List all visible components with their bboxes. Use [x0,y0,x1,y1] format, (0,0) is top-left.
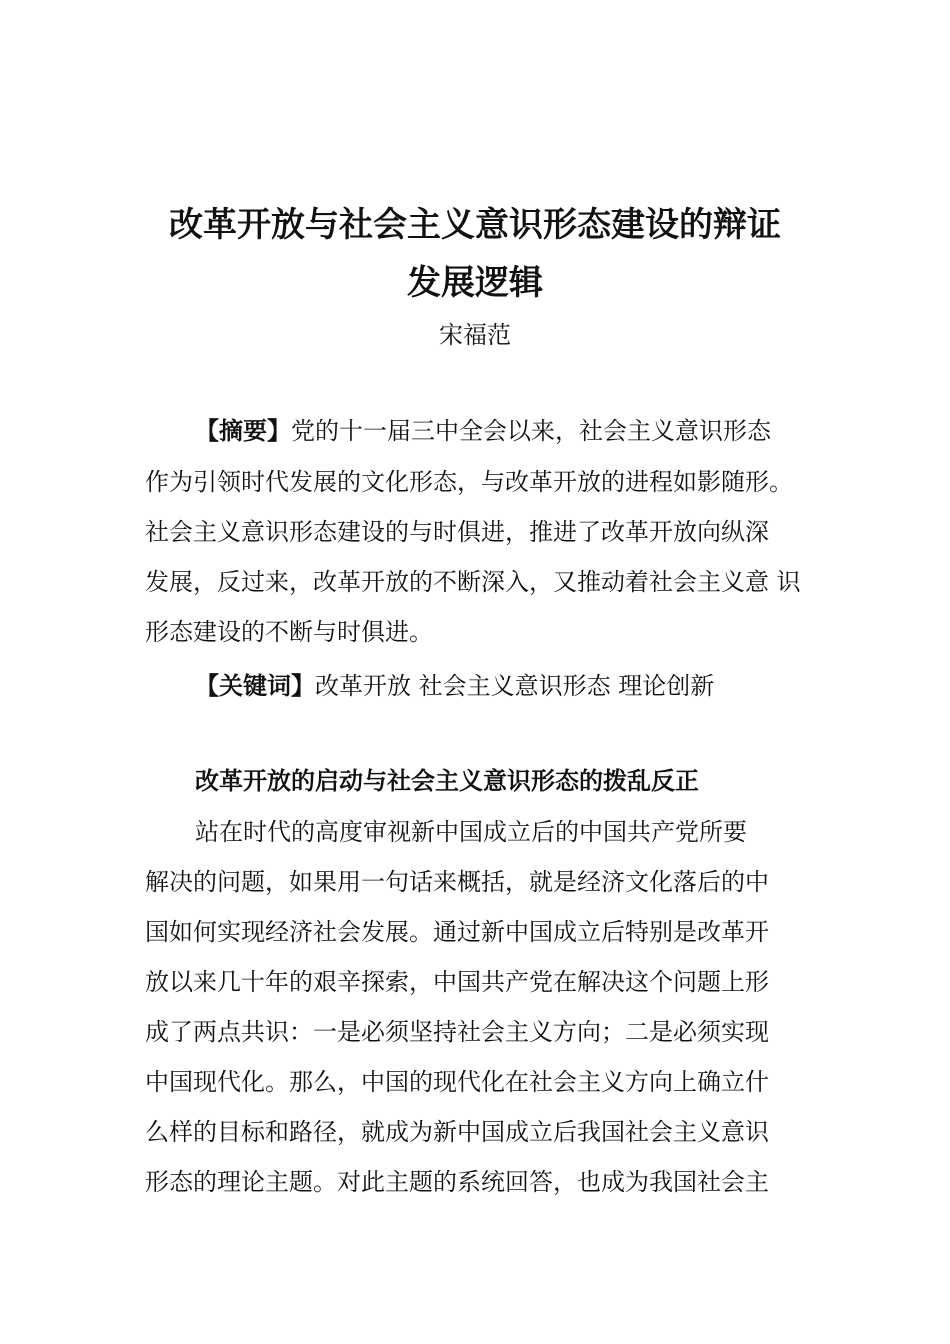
author: 宋福范 [439,321,511,349]
abstract-line-3: 社会主义意识形态建设的与时俱进，推进了改革开放向纵深 [145,518,769,546]
body-line-8: 形态的理论主题。对此主题的系统回答，也成为我国社会主 [145,1168,769,1196]
title-line-1: 改革开放与社会主义意识形态建设的辩证 [169,205,781,245]
title-line-2: 发展逻辑 [407,263,543,303]
body-line-2: 解决的问题，如果用一句话来概括，就是经济文化落后的中 [145,868,769,896]
abstract-line-4: 发展，反过来，改革开放的不断深入，又推动着社会主义意 识 [145,568,801,596]
abstract-line-1: 【摘要】党的十一届三中全会以来，社会主义意识形态 [195,417,771,445]
body-line-7: 么样的目标和路径，就成为新中国成立后我国社会主义意识 [145,1118,769,1146]
document-title [100,196,850,312]
keywords-text: 改革开放 社会主义意识形态 理论创新 [315,672,715,700]
abstract-line-5: 形态建设的不断与时俱进。 [145,618,433,646]
abstract-line-2: 作为引领时代发展的文化形态，与改革开放的进程如影随形。 [145,468,793,496]
abstract-label: 【摘要】 [195,417,291,445]
section-heading: 改革开放的启动与社会主义意识形态的拨乱反正 [195,767,699,795]
keywords-label: 【关键词】 [195,672,315,700]
keywords [145,669,895,703]
body-line-1: 站在时代的高度审视新中国成立后的中国共产党所要 [195,818,747,846]
body-line-3: 国如何实现经济社会发展。通过新中国成立后特别是改革开 [145,918,769,946]
body-line-5: 成了两点共识：一是必须坚持社会主义方向；二是必须实现 [145,1018,769,1046]
body-line-6: 中国现代化。那么，中国的现代化在社会主义方向上确立什 [145,1068,769,1096]
body-line-4: 放以来几十年的艰辛探索，中国共产党在解决这个问题上形 [145,968,769,996]
